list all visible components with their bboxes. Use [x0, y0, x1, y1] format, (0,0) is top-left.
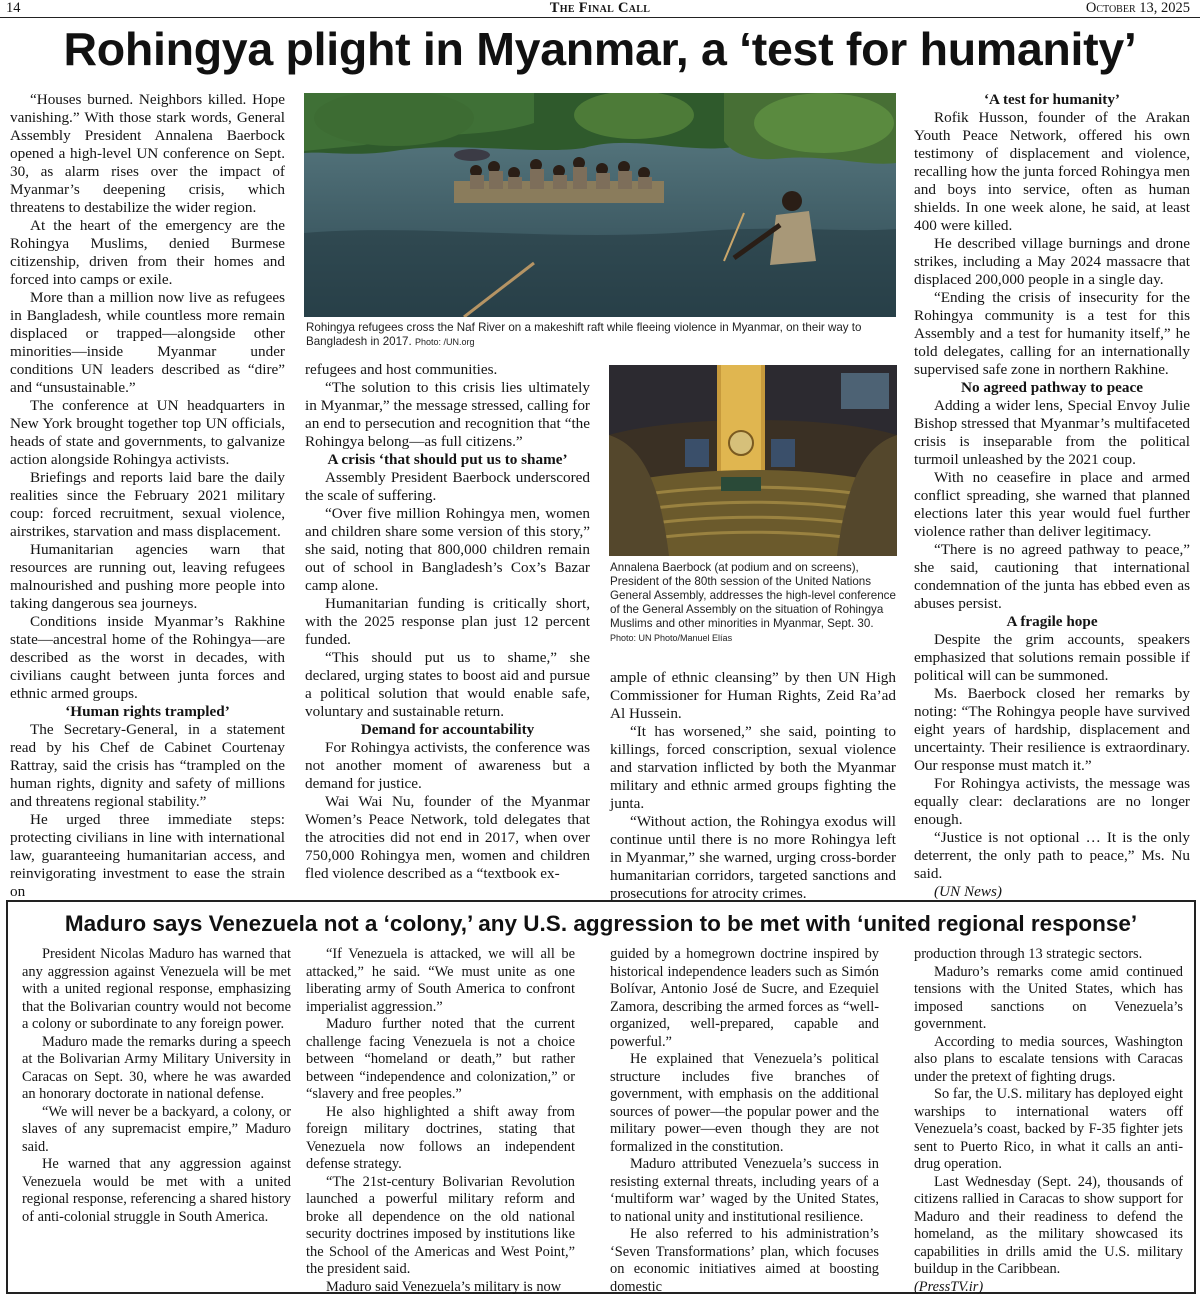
paragraph: With no ceasefire in place and armed conflict spreading, she warned that planned elections later this year would fuel further violence rather than deliver legitimacy.: [914, 469, 1190, 540]
paragraph: Maduro attributed Venezuela’s success in resisting external threats, including years of a ‘multiform war’ waged by the United States, to national unity and institutional resilience.: [610, 1156, 879, 1225]
article2-headline: Maduro says Venezuela not a ‘colony,’ any U.S. aggression to be met with ‘united regional response’: [64, 911, 1138, 936]
paragraph: Maduro further noted that the current challenge facing Venezuela is not a choice between “homeland or death,” but rather between “independence and colonization,” or “slavery and free peoples.”: [306, 1016, 575, 1102]
publication-name: The Final Call: [549, 0, 651, 16]
article1-column-4: [914, 91, 1190, 901]
paragraph: “We will never be a backyard, a colony, or slaves of any supremacist empire,” Maduro said.: [22, 1103, 291, 1155]
article2-column-3: guided by a homegrown doctrine inspired by historical independence leaders such as Simón Bolívar, Antonio José de Sucre, and Ezequiel Zamora, describing the armed forces as “well-organized, well-prepared, capable and powerful.” He explained that Venezuela’s political structure includes five branches of government, with emphasis on the additional sources of power—the popular power and the military power—even though they are not formalized in the constitution. Maduro attributed Venezuela’s success in resisting external threats, including years of a ‘multiform war’ waged by the United States, to national unity and institutional resilience. He also referred to his administration’s ‘Seven Transformations’ plan, which focuses on economic initiatives aimed at boosting domestic: [610, 946, 879, 1295]
paragraph: He explained that Venezuela’s political structure includes five branches of government, with emphasis on the additional sources of power—the popular power and the military power—even though they are not formalized in the constitution.: [610, 1051, 879, 1155]
paragraph: Ms. Baerbock closed her remarks by noting: “The Rohingya people have survived eight years of hardship, displacement and uncertainty. Their resilience is extraordinary. Our response must match it.”: [914, 685, 1190, 774]
article2-source: (PressTV.ir): [914, 1278, 984, 1295]
subheading: No agreed pathway to peace: [961, 379, 1143, 396]
paragraph: Adding a wider lens, Special Envoy Julie Bishop stressed that Myanmar’s multifaceted crisis is inseparable from the political turmoil unleashed by the 2021 coup.: [914, 397, 1190, 468]
paragraph: The Secretary-General, in a statement read by his Chef de Cabinet Courtenay Rattray, said the crisis has “trampled on the human rights, dignity and safety of millions and threatens regional stability.”: [10, 721, 285, 810]
paragraph: For Rohingya activists, the conference was not another moment of awareness but a demand for justice.: [305, 739, 590, 792]
paragraph: He also highlighted a shift away from foreign military doctrines, stating that Venezuela now follows an independent defense strategy.: [306, 1103, 575, 1172]
article-source: (UN News): [934, 883, 1002, 900]
subheading: A crisis ‘that should put us to shame’: [327, 451, 568, 468]
paragraph: “This should put us to shame,” she declared, urging states to boost aid and pursue a political solution that would enable safe, voluntary and sustainable return.: [305, 649, 590, 720]
paragraph: The conference at UN headquarters in New York brought together top UN officials, heads of state and governments, to galvanize action alongside Rohingya activists.: [10, 397, 285, 468]
paragraph: So far, the U.S. military has deployed eight warships to international waters off Venezuela’s coast, backed by F-35 fighter jets sent to Puerto Rico, in what it calls an anti-drug operation.: [914, 1086, 1183, 1172]
paragraph: According to media sources, Washington also plans to escalate tensions with Caracas under the pretext of fighting drugs.: [914, 1033, 1183, 1085]
article2-column-4: production through 13 strategic sectors. Maduro’s remarks come amid continued tensions with the United States, which has imposed sanctions on Venezuela’s government. According to media sources, Washington also plans to escalate tensions with Caracas under the pretext of fighting drugs. So far, the U.S. military has deployed eight warships to international waters off Venezuela’s coast, backed by F-35 fighter jets sent to Puerto Rico, in what it calls an anti-drug operation. Last Wednesday (Sept. 24), thousands of citizens rallied in Caracas to show support for Maduro and their readiness to defend the homeland, as the military showcased its capabilities in drills amid the U.S. military buildup in the Caribbean. (PressTV.ir): [914, 946, 1183, 1295]
paragraph: Assembly President Baerbock underscored the scale of suffering.: [305, 469, 590, 504]
paragraph: Despite the grim accounts, speakers emphasized that solutions remain possible if political will can be summoned.: [914, 631, 1190, 684]
paragraph: Briefings and reports laid bare the daily realities since the February 2021 military coup: forced recruitment, sexual violence, airstrikes, starvation and mass displacement.: [10, 469, 285, 540]
paragraph: He described village burnings and drone strikes, including a May 2024 massacre that displaced 200,000 people in a single day.: [914, 235, 1190, 288]
subheading: ‘A test for humanity’: [984, 91, 1120, 108]
paragraph: Rofik Husson, founder of the Arakan Youth Peace Network, offered his own testimony of displacement and violence, recalling how the junta forced Rohingya men and boys into service, often as human shields. In one week alone, he said, at least 400 were killed.: [914, 109, 1190, 234]
paragraph: “Without action, the Rohingya exodus will continue until there is no more Rohingya left in Myanmar,” she warned, urging cross-border humanitarian corridors, targeted sanctions and prosecutions for atrocity crimes.: [610, 813, 896, 902]
paragraph: “The 21st-century Bolivarian Revolution launched a powerful military reform and broke all dependence on the old national security doctrines imposed by institutions like the School of the Americas and West Point,” the president said.: [306, 1173, 575, 1277]
paragraph: He urged three immediate steps: protecting civilians in line with international law, guaranteeing humanitarian access, and reinvigorating investment to ease the strain on: [10, 811, 285, 900]
article1-column-2: refugees and host communities. “The solution to this crisis lies ultimately in Myanmar,” the message stressed, calling for an end to persecution and recognition that “the Rohingya belong—as full citizens.” A crisis ‘that should put us to shame’ Assembly President Baerbock underscored the scale of suffering. “Over five million Rohingya men, women and children share some version of this story,” she said, noting that 800,000 children remain out of school in Bangladesh’s Cox’s Bazar camp alone. Humanitarian funding is critically short, with the 2025 response plan just 12 percent funded. “This should put us to shame,” she declared, urging states to boost aid and pursue a political solution that would enable safe, voluntary and sustainable return. Demand for accountability For Rohingya activists, the conference was not another moment of awareness but a demand for justice. Wai Wai Nu, founder of the Myanmar Women’s Peace Network, told delegates that the atrocities did not end in 2017, when over 750,000 Rohingya men, women and children fled violence described as a “textbook ex-: [305, 361, 590, 882]
page-header: [0, 0, 1200, 18]
paragraph: “Ending the crisis of insecurity for the Rohingya community is a test for this Assembly and a test for humanity itself,” he told delegates, calling for an internationally supervised safe zone in northern Rakhine.: [914, 289, 1190, 378]
paragraph: “Over five million Rohingya men, women and children share some version of this story,” she said, noting that 800,000 children remain out of school in Bangladesh’s Cox’s Bazar camp alone.: [305, 505, 590, 594]
article-headline: Rohingya plight in Myanmar, a ‘test for humanity’: [63, 23, 1137, 75]
paragraph: Wai Wai Nu, founder of the Myanmar Women’s Peace Network, told delegates that the atrocities did not end in 2017, when over 750,000 Rohingya men, women and children fled violence described as a “textbook ex-: [305, 793, 590, 882]
paragraph: Conditions inside Myanmar’s Rakhine state—ancestral home of the Rohingya—are described as the worst in decades, with civilians caught between junta forces and ethnic armed groups.: [10, 613, 285, 702]
subheading: ‘Human rights trampled’: [65, 703, 230, 720]
article1-column-3: ample of ethnic cleansing” by then UN High Commissioner for Human Rights, Zeid Ra’ad Al Hussein. “It has worsened,” she said, pointing to killings, forced conscription, sexual violence and starvation inflicted by both the Myanmar military and ethnic armed groups fighting the junta. “Without action, the Rohingya exodus will continue until there is no more Rohingya left in Myanmar,” she warned, urging cross-border humanitarian corridors, targeted sanctions and prosecutions for atrocity crimes.: [610, 669, 896, 902]
photo-general-assembly: [609, 365, 897, 556]
paragraph: President Nicolas Maduro has warned that any aggression against Venezuela will be met with a united regional response, emphasizing that the Bolivarian country would not become a colony or subordinate to any foreign power.: [22, 946, 291, 1032]
paragraph: “If Venezuela is attacked, we will all be attacked,” he said. “We must unite as one liberating army of South America to confront imperialist aggression.”: [306, 946, 575, 1015]
paragraph: Humanitarian agencies warn that resources are running out, leaving refugees malnourished and pushing more people into taking dangerous sea journeys.: [10, 541, 285, 612]
paragraph: For Rohingya activists, the message was equally clear: declarations are no longer enough.: [914, 775, 1190, 828]
paragraph: Maduro’s remarks come amid continued tensions with the United States, which has imposed sanctions on Venezuela’s government.: [914, 963, 1183, 1032]
subheading: A fragile hope: [1006, 613, 1098, 630]
paragraph: “Houses burned. Neighbors killed. Hope vanishing.” With those stark words, General Assembly President Annalena Baerbock opened a high-level UN conference on Sept. 30, as alarm rises over the impact of Myanmar’s deepening crisis, which threatens to destabilize the wider region.: [10, 91, 285, 216]
paragraph: “It has worsened,” she said, pointing to killings, forced conscription, sexual violence and starvation inflicted by both the Myanmar military and ethnic armed groups fighting the junta.: [610, 723, 896, 812]
article2-column-2: [306, 946, 575, 1296]
photo2-caption: Annalena Baerbock (at podium and on screens), President of the 80th session of the United Nations General Assembly, addresses the high-level conference of the General Assembly on the situation of Rohingya Muslims and other minorities in Myanmar, Sept. 30. Photo: UN Photo/Manuel Elías: [610, 561, 896, 643]
issue-date: October 13, 2025: [1085, 0, 1190, 16]
page-number: 14: [6, 0, 21, 16]
paragraph: Maduro said Venezuela’s military is now: [326, 1278, 562, 1295]
paragraph: Last Wednesday (Sept. 24), thousands of citizens rallied in Caracas to show support for Maduro and their readiness to defend the homeland, as the military showcased its capabilities in drills amid the U.S. military buildup in the Caribbean.: [914, 1173, 1183, 1277]
paragraph: “The solution to this crisis lies ultimately in Myanmar,” the message stressed, calling for an end to persecution and recognition that “the Rohingya belong—as full citizens.”: [305, 379, 590, 450]
paragraph: “Justice is not optional … It is the only deterrent, the only path to peace,” Ms. Nu said.: [914, 829, 1190, 882]
subheading: Demand for accountability: [360, 721, 535, 738]
paragraph: More than a million now live as refugees in Bangladesh, while countless more remain displaced or trapped—alongside other minorities—inside Myanmar under conditions UN leaders described as “dire” and “unsustainable.”: [10, 289, 285, 396]
paragraph: Maduro made the remarks during a speech at the Bolivarian Army Military University in Caracas on Sept. 30, where he was awarded an honorary doctorate in national defense.: [22, 1033, 291, 1102]
photo-rohingya-raft: [304, 93, 896, 317]
paragraph: At the heart of the emergency are the Rohingya Muslims, denied Burmese citizenship, driven from their homes and forced into camps or exile.: [10, 217, 285, 288]
photo1-caption: Rohingya refugees cross the Naf River on a makeshift raft while fleeing violence in Myanmar, on their way to Bangladesh in 2017. Photo: /UN.org: [306, 321, 862, 348]
paragraph: He warned that any aggression against Venezuela would be met with a united regional response, referencing a shared history of anti-colonial struggle in South America.: [22, 1156, 291, 1225]
article1-column-1: [10, 91, 285, 901]
paragraph: Humanitarian funding is critically short, with the 2025 response plan just 12 percent funded.: [305, 595, 590, 648]
paragraph: He also referred to his administration’s ‘Seven Transformations’ plan, which focuses on economic initiatives aimed at boosting domestic: [610, 1226, 879, 1295]
article2-box: [6, 900, 1196, 1294]
paragraph: “There is no agreed pathway to peace,” she said, cautioning that international condemnation of the junta has ebbed even as abuses persist.: [914, 541, 1190, 612]
article2-column-1: [22, 946, 291, 1226]
